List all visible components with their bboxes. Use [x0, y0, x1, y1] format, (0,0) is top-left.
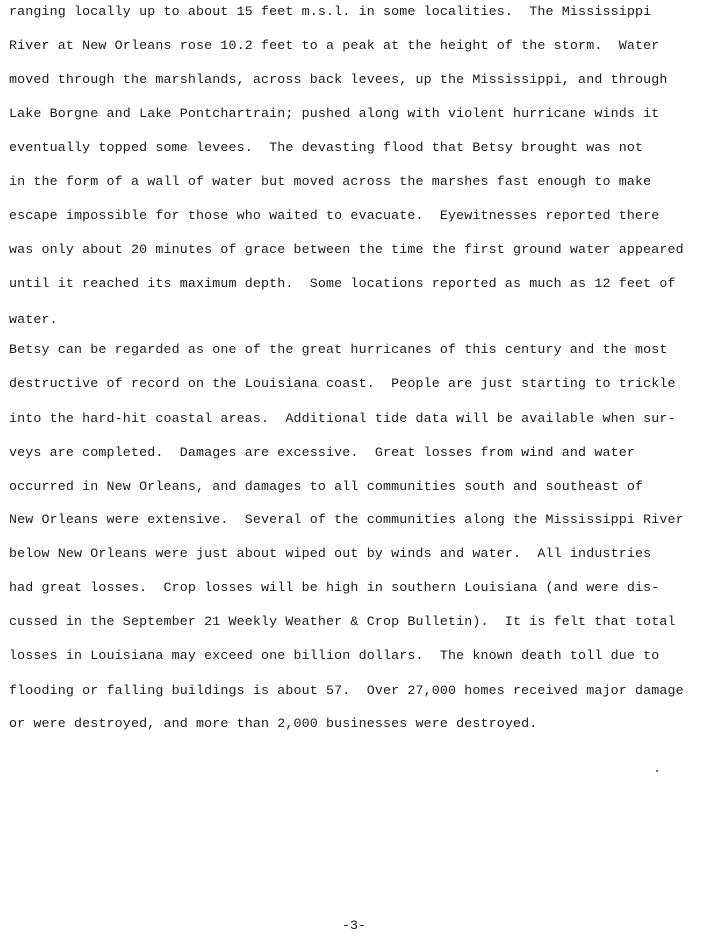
text-line: in the form of a wall of water but moved across the marshes fast enough to make: [9, 174, 652, 189]
text-line: water.: [9, 312, 58, 327]
text-line: Lake Borgne and Lake Pontchartrain; pushed along with violent hurricane winds it: [9, 106, 660, 121]
text-line: into the hard-hit coastal areas. Additional tide data will be available when sur-: [9, 411, 676, 426]
text-line: escape impossible for those who waited to evacuate. Eyewitnesses reported there: [9, 208, 660, 223]
text-line: flooding or falling buildings is about 57. Over 27,000 homes received major damage: [9, 683, 684, 698]
page-number: -3-: [342, 918, 366, 933]
text-line: ranging locally up to about 15 feet m.s.l. in some localities. The Mississippi: [9, 4, 652, 19]
scan-speck: [656, 770, 658, 772]
text-line: eventually topped some levees. The devasting flood that Betsy brought was not: [9, 140, 644, 155]
text-line: moved through the marshlands, across back levees, up the Mississippi, and through: [9, 72, 668, 87]
text-line: Betsy can be regarded as one of the great hurricanes of this century and the most: [9, 342, 668, 357]
text-line: had great losses. Crop losses will be high in southern Louisiana (and were dis-: [9, 580, 660, 595]
text-line: cussed in the September 21 Weekly Weather & Crop Bulletin). It is felt that total: [9, 614, 676, 629]
text-line: or were destroyed, and more than 2,000 businesses were destroyed.: [9, 716, 538, 731]
text-line: destructive of record on the Louisiana coast. People are just starting to trickle: [9, 376, 676, 391]
text-line: until it reached its maximum depth. Some locations reported as much as 12 feet of: [9, 276, 676, 291]
text-line: below New Orleans were just about wiped out by winds and water. All industries: [9, 546, 652, 561]
text-line: occurred in New Orleans, and damages to all communities south and southeast of: [9, 479, 644, 494]
text-line: losses in Louisiana may exceed one billion dollars. The known death toll due to: [9, 648, 660, 663]
text-line: New Orleans were extensive. Several of the communities along the Mississippi River: [9, 512, 684, 527]
text-line: veys are completed. Damages are excessive. Great losses from wind and water: [9, 445, 635, 460]
text-line: was only about 20 minutes of grace between the time the first ground water appeared: [9, 242, 684, 257]
text-line: River at New Orleans rose 10.2 feet to a peak at the height of the storm. Water: [9, 38, 660, 53]
